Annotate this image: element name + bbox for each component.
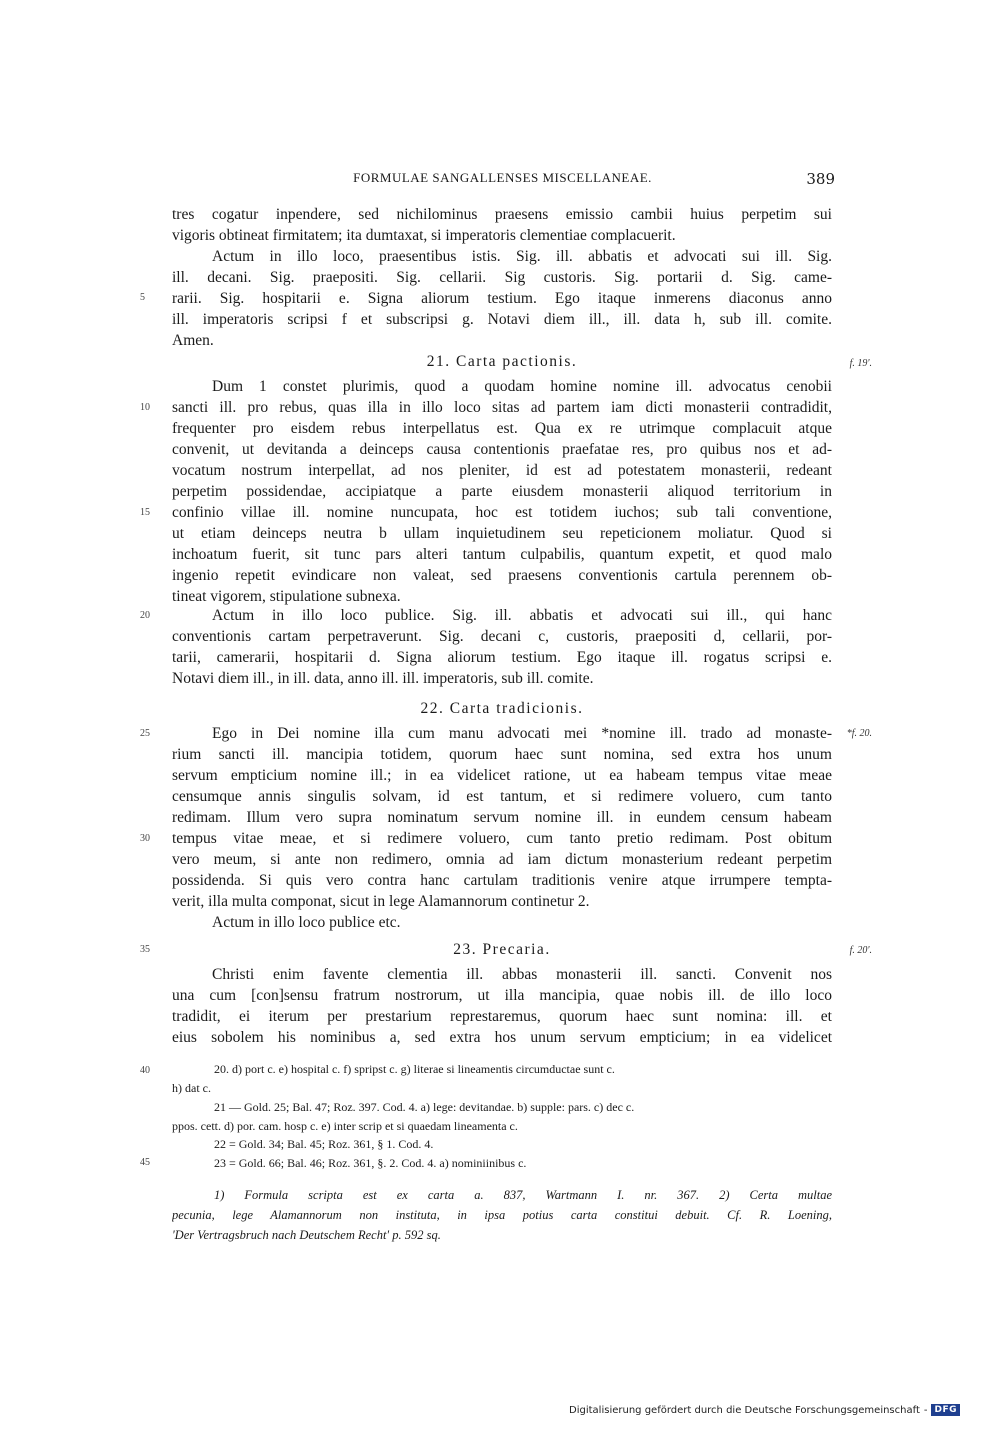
- folio-mark: *f. 20.: [846, 728, 872, 739]
- folio-mark: f. 20'.: [849, 945, 872, 956]
- text-line: ill. decani. Sig. praepositi. Sig. cellarii. Sig custoris. Sig. portarii d. Sig. came-: [172, 269, 832, 286]
- apparatus-note: 21 — Gold. 25; Bal. 47; Roz. 397. Cod. 4. a) lege: devitandae. b) supple: pars. c) dec c.: [214, 1100, 635, 1114]
- text-line: rarii. Sig. hospitarii e. Signa aliorum testium. Ego itaque inmerens diaconus anno: [172, 290, 832, 307]
- text-line: Actum in illo loco publice. Sig. ill. abbatis et advocati sui ill., qui hanc: [212, 607, 832, 624]
- text-line: ill. imperatoris scripsi f et subscripsi g. Notavi diem ill., ill. data h, sub ill. comite.: [172, 311, 832, 328]
- text-line: vigoris obtineat firmitatem; ita dumtaxat, si imperatoris clementiae complacuerit.: [172, 227, 676, 244]
- text-line: Actum in illo loco, praesentibus istis. Sig. ill. abbatis et advocati sui ill. Sig.: [212, 248, 832, 265]
- text-line: tempus vitae meae, et si redimere voluero, cum tanto pretio redimam. Post obitum: [172, 830, 832, 847]
- apparatus-note: ppos. cett. d) por. cam. hosp c. e) inter scrip et si quaedam lineamenta c.: [172, 1119, 518, 1133]
- text-line: censumque annis singulis solvam, id est tantum, et si redimere voluero, cum tanto: [172, 788, 832, 805]
- text-line: Dum 1 constet plurimis, quod a quodam homine nomine ill. advocatus cenobii: [212, 378, 832, 395]
- section-heading-23: 23. Precaria.: [453, 941, 551, 958]
- margin-line-number: 25: [140, 728, 150, 739]
- margin-line-number: 30: [140, 833, 150, 844]
- text-line: tres cogatur inpendere, sed nichilominus praesens emissio cambii huius perpetim sui: [172, 206, 832, 223]
- margin-line-number: 20: [140, 610, 150, 621]
- text-line: redimam. Illum vero supra nominatum servum nomine ill. in eundem censum habeam: [172, 809, 832, 826]
- margin-line-number: 35: [140, 944, 150, 955]
- page-header: [170, 170, 835, 192]
- text-line: una cum [con]sensu fratrum nostrorum, ut illa mancipia, quae nobis ill. de illo loco: [172, 987, 832, 1004]
- text-line: verit, illa multa componat, sicut in lege Alamannorum continetur 2.: [172, 893, 590, 910]
- apparatus-note: 20. d) port c. e) hospital c. f) spripst c. g) literae si lineamentis circumductae sunt c.: [214, 1062, 615, 1076]
- footnote-line: 1) Formula scripta est ex carta a. 837, Wartmann I. nr. 367. 2) Certa multae: [214, 1188, 832, 1202]
- text-line: perpetim possidendae, accipiatque a parte eiusdem monasterii aliquod territorium in: [172, 483, 832, 500]
- dfg-logo-icon: DFG: [931, 1404, 960, 1416]
- margin-line-number: 15: [140, 507, 150, 518]
- text-line: tineat vigorem, stipulatione subnexa.: [172, 588, 401, 605]
- text-line: eius sobolem his nominibus a, sed extra hos unum servum empticium; in ea videlicet: [172, 1029, 832, 1046]
- text-line: Actum in illo loco publice etc.: [212, 914, 401, 931]
- text-line: sancti ill. pro rebus, quas illa in illo loco sitas ad partem iam dicti monasterii contradidit,: [172, 399, 832, 416]
- page-number: 389: [806, 170, 835, 188]
- text-line: inchoatum fuerit, sit tunc pars alteri tantum culpabilis, quantum expetit, et quod malo: [172, 546, 832, 563]
- text-line: rium sancti ill. mancipia totidem, quorum haec sunt nomina, sed extra hos unum: [172, 746, 832, 763]
- section-heading-22: 22. Carta tradicionis.: [420, 700, 584, 717]
- text-line: Notavi diem ill., in ill. data, anno ill. ill. imperatoris, sub ill. comite.: [172, 670, 594, 687]
- apparatus-note: 22 = Gold. 34; Bal. 45; Roz. 361, § 1. Cod. 4.: [214, 1137, 434, 1151]
- text-line: ingenio repetit evindicare non valeat, sed praesens conventionis cartula perennem ob-: [172, 567, 832, 584]
- text-line: conventionis cartam perpetraverunt. Sig. decani c, custoris, praepositi d, cellarii, por-: [172, 628, 832, 645]
- margin-line-number: 45: [140, 1157, 150, 1168]
- text-line: tradidit, ei iterum per prestarium represtaremus, quorum haec sunt nomina: ill. et: [172, 1008, 832, 1025]
- text-line: convenit, ut devitanda a deinceps causa contentionis praefatae res, pro quibus nos et ad-: [172, 441, 832, 458]
- text-line: Ego in Dei nomine illa cum manu advocati mei *nomine ill. trado ad monaste-: [212, 725, 832, 742]
- footnote-line: 'Der Vertragsbruch nach Deutschem Recht' p. 592 sq.: [172, 1228, 441, 1242]
- digitization-credit: [569, 1404, 960, 1416]
- text-line: ut etiam deinceps neutra b ullam inquietudinem seu repeticionem moliatur. Quod si: [172, 525, 832, 542]
- footnote-line: pecunia, lege Alamannorum non instituta, in ipsa potius carta constitui debuit. Cf. R. Loening,: [172, 1208, 832, 1222]
- margin-line-number: 10: [140, 402, 150, 413]
- text-line: tarii, camerarii, hospitarii d. Signa aliorum testium. Ego itaque ill. rogatus scripsi e.: [172, 649, 832, 666]
- text-line: frequenter pro eisdem rebus interpellatus est. Qua ex re utrimque complacuit atque: [172, 420, 832, 437]
- folio-mark: f. 19'.: [849, 358, 872, 369]
- apparatus-note: 23 = Gold. 66; Bal. 46; Roz. 361, §. 2. Cod. 4. a) nominiinibus c.: [214, 1156, 527, 1170]
- credit-separator: -: [923, 1404, 928, 1416]
- margin-line-number: 40: [140, 1065, 150, 1076]
- text-line: vero meum, si ante non redimero, omnia ad iam dictum monasterium redeant perpetim: [172, 851, 832, 868]
- text-line: servum empticium nomine ill.; in ea videlicet ratione, ut ea habeam tempus vitae meae: [172, 767, 832, 784]
- apparatus-note: h) dat c.: [172, 1081, 211, 1095]
- text-line: confinio villae ill. nomine nuncupata, hoc est totidem iuchos; sub tali conventione,: [172, 504, 832, 521]
- credit-text: Digitalisierung gefördert durch die Deutsche Forschungsgemeinschaft: [569, 1404, 920, 1416]
- margin-line-number: 5: [140, 292, 145, 303]
- text-line: possidenda. Si quis vero contra hanc cartulam traditionis venire atque irrumpere tempta-: [172, 872, 832, 889]
- text-line: Amen.: [172, 332, 214, 349]
- text-line: Christi enim favente clementia ill. abbas monasterii ill. sancti. Convenit nos: [212, 966, 832, 983]
- running-head: FORMULAE SANGALLENSES MISCELLANEAE.: [353, 170, 652, 185]
- text-line: vocatum nostrum interpellat, ad nos pleniter, id est ad potestatem monasterii, redeant: [172, 462, 832, 479]
- section-heading-21: 21. Carta pactionis.: [426, 353, 578, 370]
